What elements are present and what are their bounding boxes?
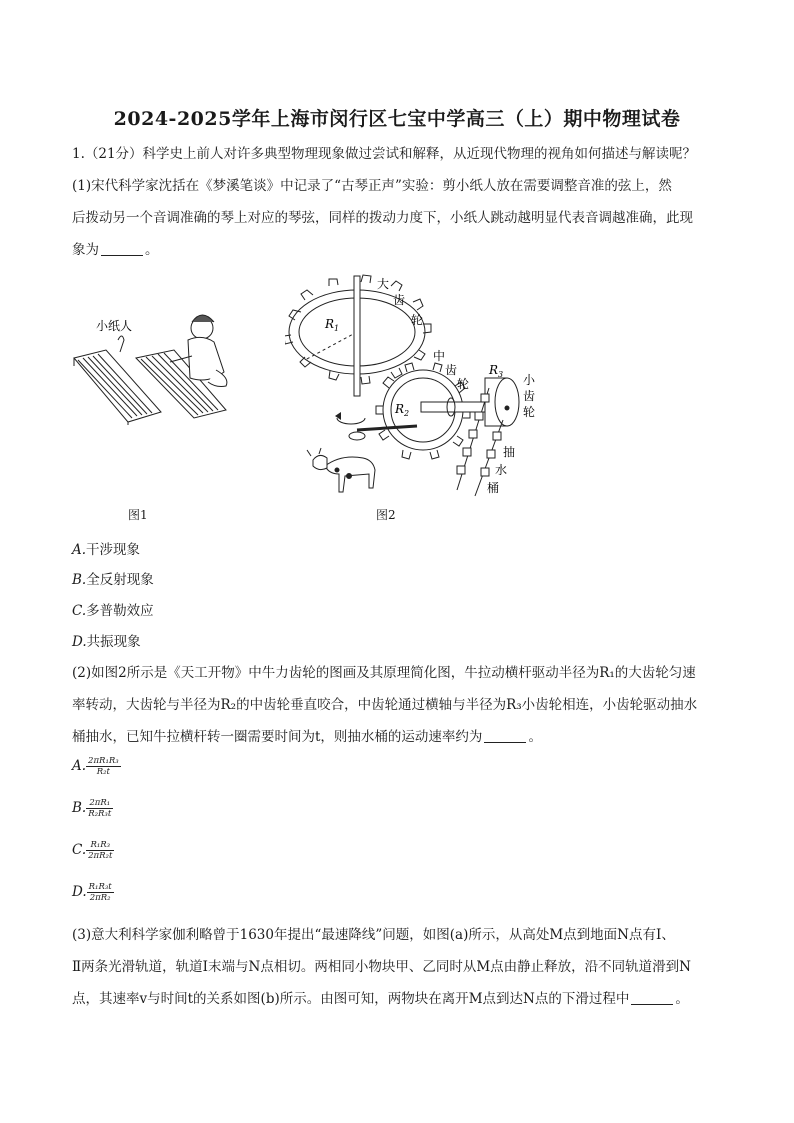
part-3-text: 点，其速率v与时间t的关系如图(b)所示。由图可知，两物块在离开M点到达N点的下滑过程中	[72, 991, 630, 1007]
option-2d-num: R₁R₃t	[88, 882, 112, 892]
option-1d-text: 共振现象	[86, 634, 141, 650]
figure-1-caption: 图1	[128, 508, 148, 522]
small-gear-char-1: 小	[523, 373, 536, 387]
option-1a-text: 干涉现象	[86, 542, 141, 558]
option-1c-letter: C.	[72, 603, 87, 619]
small-gear-shape	[485, 378, 519, 426]
option-2d-letter: D.	[72, 884, 87, 900]
option-2c-num: R₁R₃	[86, 840, 114, 851]
option-2a-fraction	[86, 756, 121, 777]
option-1b-letter: B.	[72, 572, 87, 588]
question-1-intro: 1.（21分）科学史上前人对许多典型物理现象做过尝试和解释，从近现代物理的视角如何描述与解读呢？	[72, 146, 697, 162]
small-gear-char-3: 轮	[523, 405, 536, 419]
bucket-char-1: 抽	[503, 445, 516, 459]
axle-base	[349, 432, 365, 440]
mid-gear-char-1: 中	[433, 349, 446, 363]
option-1d[interactable]	[72, 632, 141, 652]
option-2a-num: 2πR₁R₃	[88, 756, 119, 766]
small-gear-char-2: 齿	[523, 389, 536, 403]
page-title: 2024-2025学年上海市闵行区七宝中学高三（上）期中物理试卷	[113, 108, 681, 130]
r2-label: $R_2$	[395, 402, 410, 418]
rotation-arrow	[337, 418, 365, 424]
option-2d[interactable]	[72, 882, 114, 903]
answer-blank-2[interactable]	[484, 728, 526, 743]
option-2b-fraction	[86, 798, 113, 819]
option-1b[interactable]	[72, 570, 154, 590]
option-2c-den: 2πR₂t	[88, 851, 113, 861]
part-2-line-3	[72, 727, 542, 747]
option-2a[interactable]	[72, 756, 121, 777]
bucket-char-3: 桶	[487, 481, 500, 495]
mid-gear-char-2: 齿	[445, 363, 458, 377]
mid-gear-char-3: 轮	[457, 377, 470, 391]
answer-blank-1[interactable]	[101, 241, 143, 256]
option-2a-letter: A.	[72, 758, 87, 774]
option-2c-fraction	[86, 840, 114, 861]
option-2c-letter: C.	[72, 842, 87, 858]
part-1-text: 象为	[72, 242, 99, 258]
part-3-line-2: Ⅱ两条光滑轨道，轨道Ⅰ末端与N点相切。两相同小物块甲、乙同时从M点由静止释放，沿不同轨道滑到N	[72, 959, 691, 975]
option-2b[interactable]	[72, 798, 113, 819]
bucket-char-2: 水	[495, 463, 508, 477]
paper-man-label: 小纸人	[96, 319, 133, 333]
option-2c[interactable]	[72, 840, 114, 861]
r3-label: $R_3$	[489, 363, 504, 379]
part-1-line-3	[72, 240, 159, 260]
answer-blank-3[interactable]	[631, 990, 673, 1005]
part-3-end: 。	[675, 991, 689, 1007]
part-1-line-2: 后拨动另一个音调准确的琴上对应的琴弦，同样的拨动力度下，小纸人跳动越明显代表音调越准确，此现	[72, 210, 693, 226]
option-2d-fraction	[87, 882, 114, 903]
part-3-line-3	[72, 989, 689, 1009]
left-zither-shape	[74, 350, 161, 425]
option-1c-text: 多普勒效应	[86, 603, 154, 619]
r1-label: $R_1$	[325, 317, 340, 333]
option-1a[interactable]	[72, 540, 140, 560]
option-1a-letter: A.	[72, 542, 87, 558]
vertical-axle	[354, 276, 360, 396]
ox-figure	[307, 448, 375, 492]
big-gear-char-1: 大	[377, 277, 390, 291]
figure-1-zither	[66, 300, 246, 425]
option-2b-den: R₂R₃t	[88, 809, 112, 819]
rotation-arrow-head	[335, 412, 341, 420]
option-1c[interactable]	[72, 601, 154, 621]
big-gear-char-3: 轮	[411, 313, 424, 327]
option-1b-text: 全反射现象	[86, 572, 154, 588]
part-1-end: 。	[145, 242, 159, 258]
figure-2-gear-system	[285, 270, 555, 500]
part-2-text: 桶抽水，已知牛拉横杆转一圈需要时间为t，则抽水桶的运动速率约为	[72, 729, 483, 745]
part-1-line-1: (1)宋代科学家沈括在《梦溪笔谈》中记录了“古琴正声”实验：剪小纸人放在需要调整音准的弦上，然	[72, 178, 672, 194]
part-3-line-1: (3)意大利科学家伽利略曾于1630年提出“最速降线”问题，如图(a)所示，从高处M点到地面N点有Ⅰ、	[72, 927, 675, 943]
big-gear-char-2: 齿	[393, 293, 406, 307]
figure-2-caption: 图2	[376, 508, 396, 522]
paper-man-figure	[118, 336, 124, 352]
option-2b-letter: B.	[72, 800, 87, 816]
option-1d-letter: D.	[72, 634, 87, 650]
part-2-end: 。	[528, 729, 542, 745]
option-2d-den: 2πR₂	[89, 893, 111, 903]
option-2b-num: 2πR₁	[86, 798, 113, 809]
part-2-line-2: 率转动，大齿轮与半径为R₂的中齿轮垂直咬合，中齿轮通过横轴与半径为R₃小齿轮相连，小齿轮驱动抽水	[72, 697, 698, 713]
option-2a-den: R₂t	[96, 767, 110, 777]
part-2-line-1: (2)如图2所示是《天工开物》中牛力齿轮的图画及其原理简化图，牛拉动横杆驱动半径为R₁的大齿轮匀速	[72, 665, 696, 681]
